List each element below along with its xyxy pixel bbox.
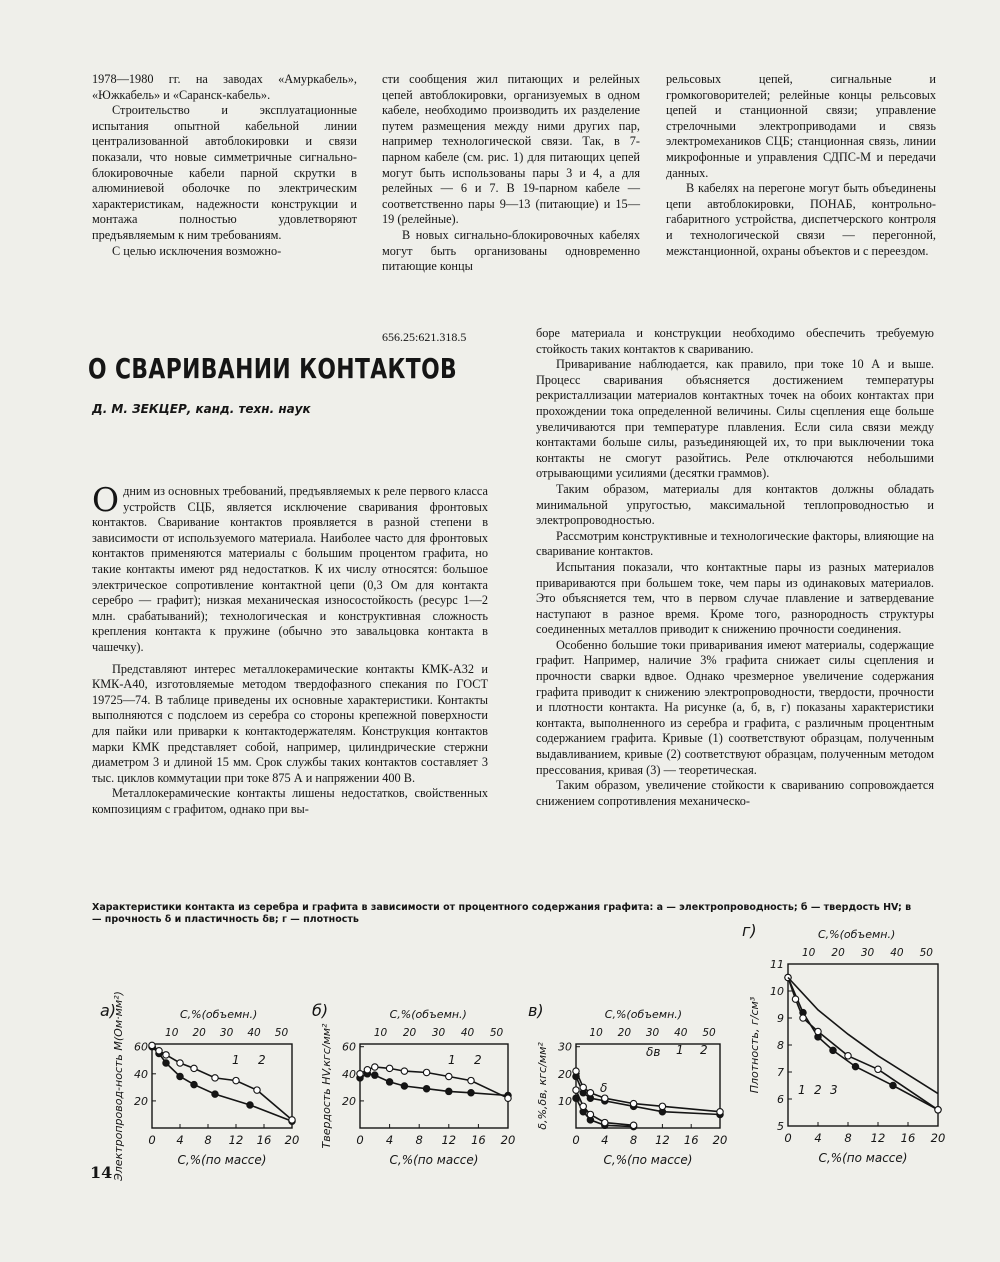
- data-point: [875, 1066, 881, 1072]
- data-point: [800, 1015, 806, 1021]
- data-point: [423, 1086, 429, 1092]
- series-line-1: [152, 1047, 292, 1122]
- data-point: [573, 1068, 579, 1074]
- x-tick-label: 20: [500, 1133, 516, 1147]
- x-tick-label: 0: [356, 1133, 364, 1147]
- y-tick-label: 30: [558, 1040, 572, 1054]
- x-tick-label: 16: [256, 1133, 272, 1147]
- data-point: [446, 1088, 452, 1094]
- data-point: [163, 1060, 169, 1066]
- data-point: [815, 1028, 821, 1034]
- series-line-2: [788, 978, 938, 1110]
- udc-code: 656.25:621.318.5: [382, 330, 467, 344]
- top-tick-label: 10: [165, 1027, 179, 1039]
- top-tick-label: 50: [489, 1027, 504, 1039]
- x-tick-label: 4: [176, 1133, 184, 1147]
- data-point: [830, 1047, 836, 1053]
- top-tick-label: 20: [192, 1027, 206, 1039]
- top-tick-label: 20: [617, 1027, 632, 1039]
- chart-panel-b: [312, 996, 522, 1170]
- data-point: [372, 1064, 378, 1070]
- data-point: [254, 1087, 260, 1093]
- curve-label: 1: [232, 1053, 240, 1067]
- y-tick-label: 40: [342, 1067, 356, 1081]
- y-tick-label: 9: [777, 1012, 784, 1025]
- x-tick-label: 16: [471, 1133, 486, 1147]
- data-point: [580, 1084, 586, 1090]
- data-point: [191, 1081, 197, 1087]
- data-point: [852, 1063, 858, 1069]
- plot-frame: [152, 1044, 292, 1128]
- data-point: [845, 1053, 851, 1059]
- x-tick-label: 12: [655, 1133, 670, 1147]
- panel-label: г): [742, 921, 757, 940]
- x-tick-label: 8: [844, 1131, 852, 1145]
- x-tick-label: 8: [629, 1133, 638, 1147]
- paragraph: Приваривание наблюдается, как правило, при токе 10 А и выше. Процесс сваривания объясняется достижением температуры рекристаллизации материалов контактных точек на обоих контактах при прохождении тока определенной величины. Силы сцепления еще больше увеличиваются при температуре плавления. Если сила связи между контактами больше силы, разъединяющей их, то при выключении тока контакты не смогут разойтись. Реле отключаются небольшими отрывающими усилиями (десятки граммов).: [536, 357, 934, 481]
- paragraph: сти сообщения жил питающих и релейных цепей автоблокировки, организуемых в одном кабеле, необходимо производить их разделение путем размещения между ними других пар, например технологической связи. Так, в 7-парном кабеле (см. рис. 1) для питающих цепей могут быть использованы пары 3 и 4, а для релейных — 6 и 7. В 19-парном кабеле — соответственно пары 9—13 (питающие) и 15—19 (релейные).: [382, 72, 640, 227]
- paragraph: В кабелях на перегоне могут быть объединены цепи автоблокировки, ПОНАБ, контрольно-габаритного устройства, диспетчерского контроля и технологической связи — перегонной, межстанционной, охраны объектов и с переездом.: [666, 181, 936, 258]
- y-tick-label: 20: [342, 1094, 356, 1108]
- x-tick-label: 4: [814, 1131, 822, 1145]
- top-tick-label: 30: [860, 947, 875, 959]
- paragraph: Металлокерамические контакты лишены недостатков, свойственных композициям с графитом, однако при вы-: [92, 786, 488, 816]
- curve-label: 1: [798, 1083, 806, 1097]
- data-point: [386, 1065, 392, 1071]
- data-point: [659, 1103, 665, 1109]
- x-tick-label: 20: [930, 1131, 946, 1145]
- x-axis-label: C,%(по массе): [603, 1153, 693, 1167]
- top-tick-label: 40: [460, 1027, 475, 1039]
- data-point: [580, 1103, 586, 1109]
- data-point: [423, 1069, 429, 1075]
- data-point: [233, 1077, 239, 1083]
- y-tick-label: 60: [342, 1040, 356, 1054]
- x-axis-label: C,%(по массе): [389, 1153, 479, 1167]
- data-point: [505, 1095, 511, 1101]
- top-tick-label: 40: [674, 1027, 688, 1039]
- curve-label: 3: [830, 1083, 838, 1097]
- y-tick-label: 10: [770, 985, 784, 998]
- curve-label: 2: [814, 1083, 822, 1097]
- paragraph: рельсовых цепей, сигнальные и громкоговорителей; релейные концы рельсовых цепей и станционной связи; управление стрелочными электроприводами и связь электромехаников СЦБ; станционная связь, линии микрофонные и управления СДПС-М и передачи данных.: [666, 72, 936, 180]
- y-tick-label: 6: [777, 1093, 784, 1106]
- paragraph: Таким образом, увеличение стойкости к свариванию сопровождается снижением сопротивления механическо-: [536, 778, 934, 808]
- data-point: [935, 1107, 941, 1113]
- page-number: 14: [90, 1163, 113, 1182]
- chart-d-svg: [742, 922, 962, 1172]
- data-point: [630, 1100, 636, 1106]
- top-tick-label: 10: [589, 1027, 603, 1039]
- top-tick-label: 40: [247, 1027, 261, 1039]
- top-axis-label: C,%(объемн.): [818, 928, 896, 941]
- panel-label: в): [528, 1001, 544, 1020]
- paragraph: Представляют интерес металлокерамические контакты КМК-А32 и КМК-А40, изготовляемые методом твердофазного спекания по ГОСТ 19725—74. В таблице приведены их основные характеристики. Контакты выполняются с подслоем из серебра со стороны крепежной поверхности для пайки или приварки к контактодержателям. Конструкция контактов марки КМК представляет собой, например, цилиндрические стержни диаметром 3 и длиной 15 мм. Срок службы таких контактов составляет 3 тыс. циклов коммутации при токе 875 А и напряжении 400 В.: [92, 661, 488, 785]
- data-point: [289, 1117, 295, 1123]
- x-axis-label: C,%(по массе): [818, 1151, 908, 1165]
- paragraph: Испытания показали, что контактные пары из разных материалов привариваются при большем токе, чем пары из одинаковых материалов. Это объясняется тем, что в первом случае плавление и затвердевание наступают в разное время. Кроме того, разнородность структуры соединенных металлов приводит к снижению прочности соединения.: [536, 559, 934, 637]
- article-column-2: [536, 326, 934, 809]
- data-point: [401, 1083, 407, 1089]
- y-tick-label: 11: [770, 958, 784, 971]
- data-point: [163, 1052, 169, 1058]
- data-point: [364, 1067, 370, 1073]
- curve-label: δв: [646, 1045, 661, 1059]
- paragraph: Строительство и эксплуатационные испытания опытной кабельной линии централизованной автоблокировки и связи показали, что новые симметричные сигнально-блокировочные кабели парной скрутки в алюминиевой оболочке по электрическим характеристикам, надежности конструкции и монтажа полностью удовлетворяют предъявляемым к ним требованиям.: [92, 103, 357, 242]
- y-axis-label: Твердость HV,кгс/мм²: [320, 1023, 333, 1149]
- series-line-δв 2: [576, 1071, 720, 1112]
- x-tick-label: 12: [228, 1133, 244, 1147]
- x-tick-label: 0: [148, 1133, 156, 1147]
- data-point: [573, 1087, 579, 1093]
- y-tick-label: 20: [558, 1067, 572, 1081]
- paragraph: [92, 480, 488, 656]
- data-point: [401, 1068, 407, 1074]
- x-tick-label: 16: [900, 1131, 916, 1145]
- data-point: [446, 1073, 452, 1079]
- paragraph: Особенно большие токи приваривания имеют материалы, содержащие графит. Например, наличие 3% графита снижает силы сцепления и прочности сварки вдвое. Однако чрезмерное увеличение содержания графита приводит к снижению электропроводности, твердости, прочности и плотности контакта. На рисунке (а, б, в, г) показаны характеристики контакта, выполненного из серебра и графита, с различным процентным содержанием графита. Кривые (1) соответствуют образцам, полученным выдавливанием, кривые (2) соответствуют образцам, полученным методом прессования, кривая (3) — теоретическая.: [536, 637, 934, 777]
- top-tick-label: 30: [219, 1027, 234, 1039]
- data-point: [468, 1077, 474, 1083]
- y-axis-label: Плотность, г/см³: [748, 996, 761, 1094]
- data-point: [149, 1042, 155, 1048]
- top-axis-label: C,%(объемн.): [389, 1008, 467, 1021]
- data-point: [890, 1082, 896, 1088]
- data-point: [177, 1073, 183, 1079]
- top-tick-label: 20: [402, 1027, 417, 1039]
- series-line-1: [360, 1074, 508, 1096]
- data-point: [191, 1065, 197, 1071]
- drop-cap: О: [92, 480, 120, 519]
- x-tick-label: 12: [441, 1133, 457, 1147]
- data-point: [212, 1091, 218, 1097]
- curve-label: 2: [474, 1053, 482, 1067]
- top-tick-label: 30: [431, 1027, 446, 1039]
- chart-panel-d: [742, 922, 962, 1176]
- data-point: [602, 1119, 608, 1125]
- chart-panel-c: [528, 996, 738, 1170]
- panel-label: б): [312, 1001, 329, 1020]
- x-tick-label: 12: [870, 1131, 886, 1145]
- top-axis-label: C,%(объемн.): [604, 1008, 683, 1021]
- top-axis-label: C,%(объемн.): [180, 1008, 258, 1021]
- x-axis-label: C,%(по массе): [177, 1153, 267, 1167]
- y-tick-label: 10: [558, 1094, 572, 1108]
- top-tick-label: 10: [802, 947, 816, 959]
- data-point: [602, 1095, 608, 1101]
- curve-label: 2: [700, 1043, 708, 1057]
- data-point: [792, 996, 798, 1002]
- y-axis-label: δ,%,δв, кгс/мм²: [536, 1042, 549, 1130]
- y-tick-label: 5: [777, 1120, 784, 1133]
- top-tick-label: 10: [373, 1027, 388, 1039]
- plot-frame: [360, 1044, 508, 1128]
- data-point: [357, 1071, 363, 1077]
- paragraph: С целью исключения возможно-: [112, 243, 282, 258]
- top-tick-label: 50: [274, 1027, 289, 1039]
- series-line-3: [788, 978, 938, 1094]
- paragraph: Таким образом, материалы для контактов должны обладать минимальной упругостью, максимальной теплопроводностью и электропроводностью.: [536, 481, 934, 528]
- data-point: [212, 1075, 218, 1081]
- top-tick-label: 50: [702, 1027, 716, 1039]
- curve-label: 2: [258, 1053, 266, 1067]
- y-tick-label: 7: [777, 1066, 784, 1079]
- figure-caption: Характеристики контакта из серебра и графита в зависимости от процентного содержания графита: а — электропроводность; б — твердость HV; в — прочность δ и пластичность δв; г — плотность: [92, 902, 912, 925]
- x-tick-label: 16: [683, 1133, 699, 1147]
- curve-label: 1: [676, 1043, 684, 1057]
- data-point: [587, 1090, 593, 1096]
- curve-label: δ: [600, 1081, 608, 1095]
- top-column-3: [666, 72, 936, 259]
- paragraph-text: дним из основных требований, предъявляемых к реле первого класса устройств СЦБ, является исключение сваривания фронтовых контактов. Сваривание контактов проявляется в разной степени в зависимости от используемого материала. Наиболее часто для фронтовых контактов применяются материалы с большим процентом графита, но такие контакты имеют ряд недостатков. К их числу относятся: большое электрическое сопротивление контактной цепи (0,3 Ом для контакта серебро — графит); низкая механическая износостойкость (ресурс 1—2 млн. срабатываний); технологическая и конструктивная сложность крепления контакта к пружине (обычно это завальцовка контакта в чашечку).: [92, 484, 488, 654]
- curve-label: 1: [448, 1053, 456, 1067]
- paragraph: Рассмотрим конструктивные и технологические факторы, влияющие на сваривание контактов.: [536, 528, 934, 559]
- series-line-2: [152, 1045, 292, 1120]
- article-author: Д. М. ЗЕКЦЕР, канд. техн. наук: [92, 402, 311, 416]
- x-tick-label: 4: [601, 1133, 609, 1147]
- top-column-2: [382, 72, 640, 275]
- series-line-1: [788, 978, 938, 1110]
- data-point: [386, 1079, 392, 1085]
- panel-label: а): [100, 1001, 117, 1020]
- x-tick-label: 8: [204, 1133, 212, 1147]
- data-point: [587, 1111, 593, 1117]
- data-point: [156, 1048, 162, 1054]
- x-tick-label: 0: [572, 1133, 580, 1147]
- y-axis-label: Электропровод-ность М(Ом·мм²): [112, 991, 125, 1181]
- x-tick-label: 8: [415, 1133, 423, 1147]
- y-tick-label: 60: [134, 1040, 148, 1054]
- top-tick-label: 20: [831, 947, 845, 959]
- data-point: [630, 1122, 636, 1128]
- data-point: [372, 1072, 378, 1078]
- y-tick-label: 40: [134, 1067, 148, 1081]
- x-tick-label: 20: [284, 1133, 300, 1147]
- article-column-1: [92, 480, 488, 817]
- top-tick-label: 30: [645, 1027, 660, 1039]
- data-point: [177, 1060, 183, 1066]
- top-column-1: [92, 72, 357, 259]
- top-tick-label: 50: [919, 947, 933, 959]
- top-tick-label: 40: [890, 947, 904, 959]
- x-tick-label: 4: [385, 1133, 394, 1147]
- data-point: [247, 1102, 253, 1108]
- article-title: О СВАРИВАНИИ КОНТАКТОВ: [88, 352, 458, 385]
- x-tick-label: 0: [784, 1131, 792, 1145]
- paragraph: В новых сигнально-блокировочных кабелях могут быть организованы одновременно питающие концы: [382, 227, 640, 274]
- y-tick-label: 20: [134, 1094, 148, 1108]
- paragraph: боре материала и конструкции необходимо обеспечить требуемую стойкость таких контактов к свариванию.: [536, 326, 934, 356]
- data-point: [717, 1109, 723, 1115]
- chart-b-svg: [312, 996, 522, 1166]
- y-tick-label: 8: [777, 1039, 784, 1052]
- data-point: [468, 1090, 474, 1096]
- x-tick-label: 20: [712, 1133, 728, 1147]
- paragraph: 1978—1980 гг. на заводах «Амуркабель», «Южкабель» и «Саранск-кабель».: [92, 72, 357, 102]
- chart-c-svg: [528, 996, 738, 1166]
